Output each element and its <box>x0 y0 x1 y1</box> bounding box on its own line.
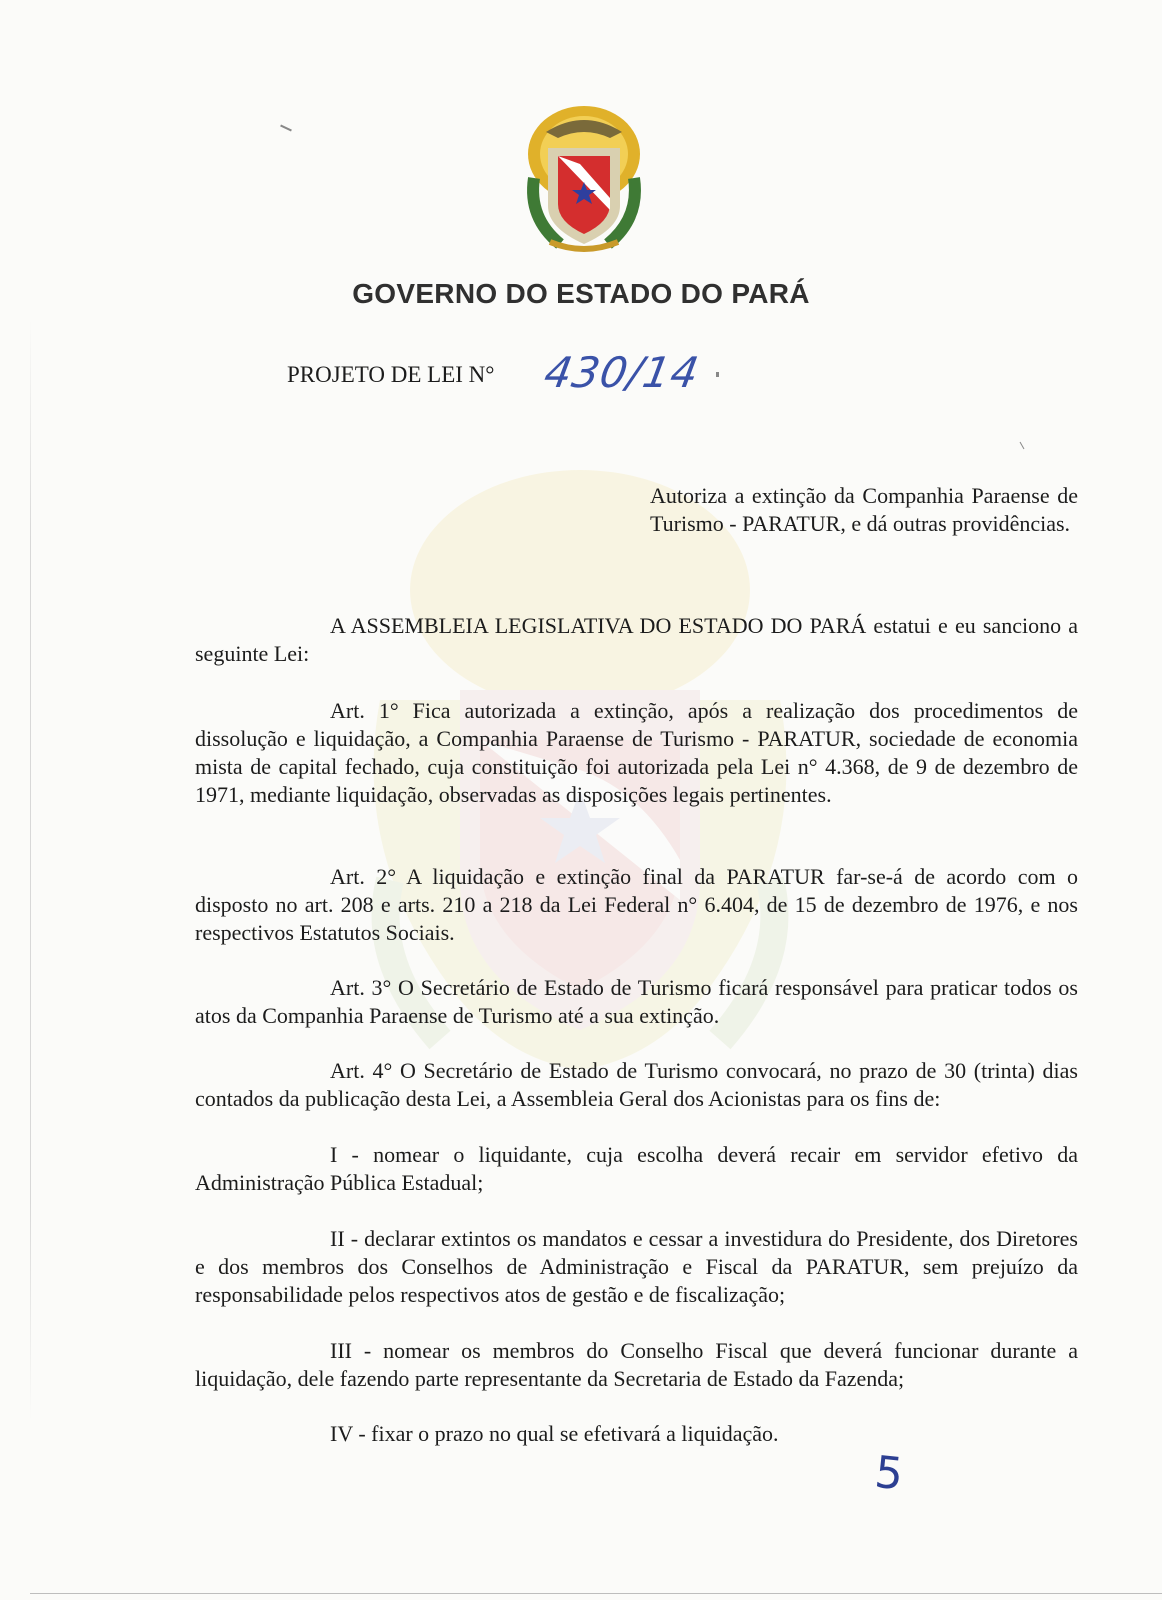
article-2: Art. 2° A liquidação e extinção final da PARATUR far-se-á de acordo com o disposto no art. 208 e arts. 210 a 218 da Lei Federal n° 6.404, de 15 de dezembro de 1976, e nos respectivos Estatutos Sociais. <box>195 864 1078 945</box>
ementa-summary: Autoriza a extinção da Companhia Paraense de Turismo - PARATUR, e dá outras providências. <box>650 483 1078 536</box>
coat-of-arms-emblem <box>520 98 648 258</box>
article-4: Art. 4° O Secretário de Estado de Turismo convocará, no prazo de 30 (trinta) dias contados da publicação desta Lei, a Assembleia Geral dos Acionistas para os fins de: <box>195 1058 1078 1111</box>
handwritten-page-number: 5 <box>872 1446 906 1501</box>
item-iii: III - nomear os membros do Conselho Fiscal que deverá funcionar durante a liquidação, dele fazendo parte representante da Secretaria de Estado da Fazenda; <box>195 1338 1078 1391</box>
bill-label: PROJETO DE LEI N° <box>287 362 495 387</box>
scan-speck <box>280 125 292 132</box>
scan-edge <box>30 320 31 1420</box>
scan-speck <box>716 372 719 377</box>
bill-number-handwritten: 430/14 <box>540 348 704 397</box>
article-3: Art. 3° O Secretário de Estado de Turismo ficará responsável para praticar todos os atos da Companhia Paraense de Turismo até a sua extinção. <box>195 975 1078 1028</box>
bottom-divider <box>30 1593 1162 1594</box>
government-title: GOVERNO DO ESTADO DO PARÁ <box>352 278 810 309</box>
item-ii: II - declarar extintos os mandatos e cessar a investidura do Presidente, dos Diretores e dos membros dos Conselhos de Administração e Fiscal da PARATUR, sem prejuízo da responsabilidade pelos respectivos atos de gestão e de fiscalização; <box>195 1226 1078 1307</box>
article-1: Art. 1° Fica autorizada a extinção, após a realização dos procedimentos de dissolução e liquidação, a Companhia Paraense de Turismo - PARATUR, sociedade de economia mista de capital fechado, cuja constituição foi autorizada pela Lei n° 4.368, de 9 de dezembro de 1971, mediante liquidação, observadas as disposições legais pertinentes. <box>195 698 1078 807</box>
preamble: A ASSEMBLEIA LEGISLATIVA DO ESTADO DO PARÁ estatui e eu sanciono a seguinte Lei: <box>195 613 1078 666</box>
scan-speck <box>1020 442 1025 449</box>
item-i: I - nomear o liquidante, cuja escolha deverá recair em servidor efetivo da Administração Pública Estadual; <box>195 1142 1078 1195</box>
item-iv: IV - fixar o prazo no qual se efetivará a liquidação. <box>330 1421 779 1446</box>
